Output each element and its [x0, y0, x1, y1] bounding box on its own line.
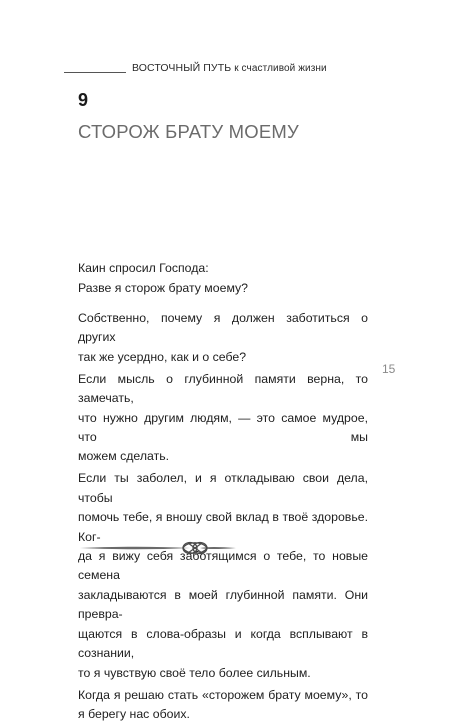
- epigraph: [78, 258, 368, 298]
- text-line: да я вижу себя заботящимся о тебе, то новые семена: [78, 549, 368, 583]
- text-line: я берегу нас обоих.: [78, 706, 190, 721]
- running-head-subtitle: к счастливой жизни: [234, 63, 327, 74]
- running-head: [64, 62, 369, 76]
- text-line: что нужно другим людям, — это самое мудрое, что мы: [78, 410, 368, 445]
- text-line: Собственно, почему я должен заботиться о других: [78, 311, 368, 345]
- paragraph: [78, 309, 368, 367]
- text-line: щаются в слова-образы и когда всплывают в сознании,: [78, 626, 368, 661]
- epigraph-line: Разве я сторож брату моему?: [78, 281, 249, 295]
- text-line: можем сделать.: [78, 449, 170, 464]
- running-head-rule: [64, 72, 126, 73]
- text-line: Если ты заболел, и я откладываю свои дела, чтобы: [78, 471, 368, 505]
- paragraph: [78, 370, 368, 467]
- knot-divider-icon: [78, 537, 238, 559]
- page-number: 15: [382, 362, 396, 376]
- text-line: Когда я решаю стать «сторожем брату моему», то: [78, 687, 368, 702]
- text-line: закладываются в моей глубинной памяти. Они превра-: [78, 587, 368, 622]
- chapter-title: СТОРОЖ БРАТУ МОЕМУ: [78, 121, 299, 142]
- body-text: [78, 309, 368, 727]
- running-head-text: [132, 62, 327, 74]
- paragraph: [78, 469, 368, 682]
- text-line: так же усердно, как и о себе?: [78, 349, 247, 364]
- text-line: помочь тебе, я вношу свой вклад в твоё здоровье. Ког-: [78, 510, 368, 544]
- running-head-title: ВОСТОЧНЫЙ ПУТЬ: [132, 62, 232, 74]
- text-line: Если мысль о глубинной памяти верна, то замечать,: [78, 371, 368, 406]
- chapter-number: 9: [78, 90, 89, 110]
- text-line: то я чувствую своё тело более сильным.: [78, 665, 311, 680]
- epigraph-line: Каин спросил Господа:: [78, 261, 209, 275]
- paragraph: [78, 686, 368, 725]
